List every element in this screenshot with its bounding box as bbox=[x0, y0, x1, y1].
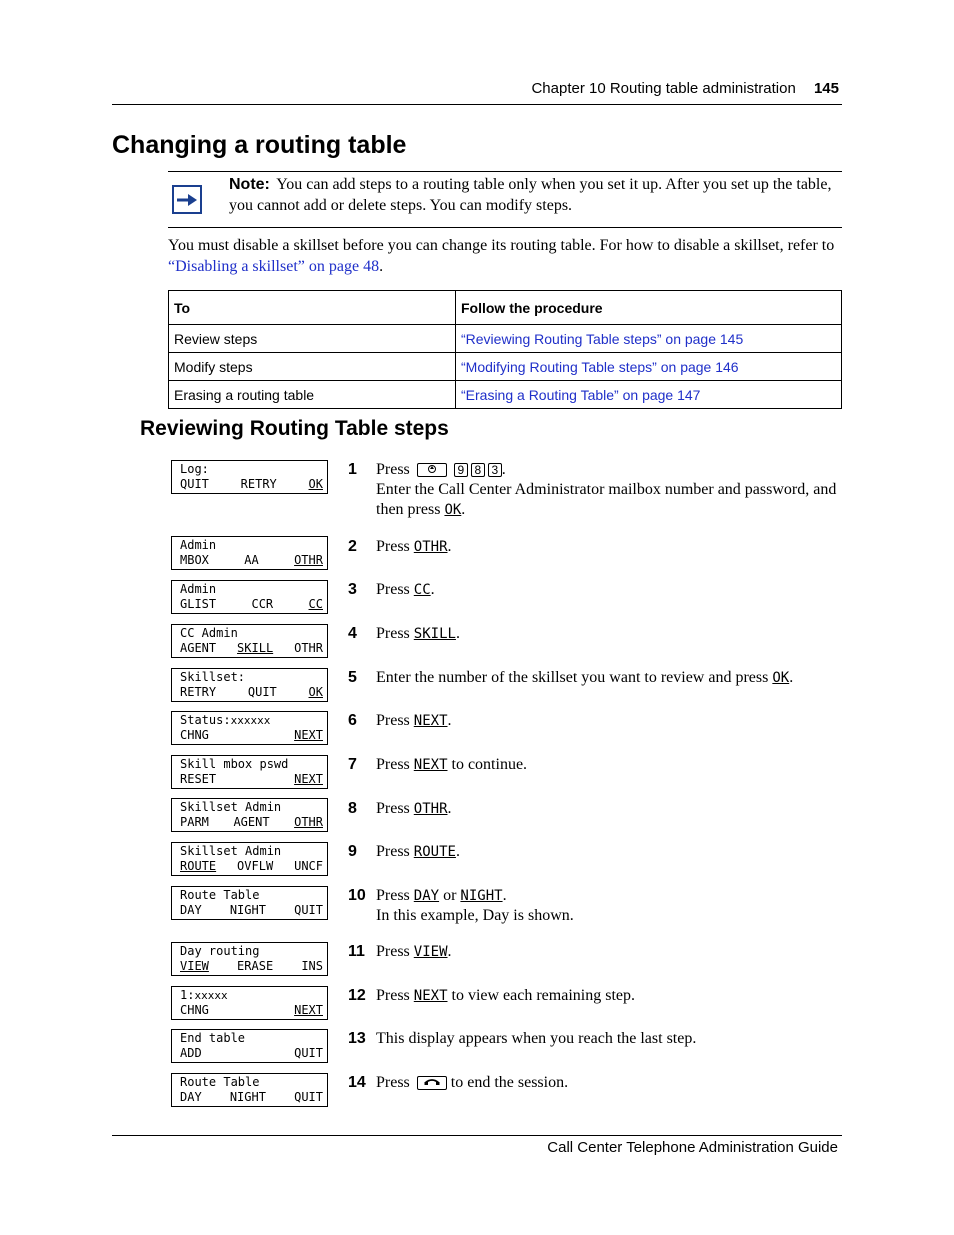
subsection-title: Reviewing Routing Table steps bbox=[140, 417, 449, 440]
step-number: 13 bbox=[348, 1030, 366, 1047]
softkey-label: AA bbox=[244, 553, 259, 567]
softkey-label: UNCF bbox=[294, 859, 323, 873]
softkey-ok: OK bbox=[772, 670, 790, 686]
step-3 bbox=[348, 580, 838, 600]
display-route-table-end bbox=[171, 1073, 328, 1107]
note bbox=[229, 174, 839, 216]
table-cell-to: Erasing a routing table bbox=[169, 381, 456, 409]
softkey-label: CC bbox=[308, 597, 323, 611]
step-6 bbox=[348, 711, 838, 731]
display-log bbox=[171, 460, 328, 494]
step-text: Press bbox=[376, 625, 410, 642]
display-line1: 1: bbox=[180, 988, 195, 1002]
table-header-to: To bbox=[169, 291, 456, 325]
softkey-next: NEXT bbox=[413, 757, 448, 773]
display-line1: CC Admin bbox=[180, 626, 238, 640]
note-top-rule bbox=[168, 171, 842, 172]
display-cc-admin bbox=[171, 624, 328, 658]
step-7 bbox=[348, 755, 838, 775]
softkey-label: VIEW bbox=[180, 959, 209, 973]
softkey-next: NEXT bbox=[413, 988, 448, 1004]
softkey-ok: OK bbox=[444, 502, 462, 518]
softkey-label: QUIT bbox=[294, 1046, 323, 1060]
table-cell-to: Review steps bbox=[169, 325, 456, 353]
display-line1: Log: bbox=[180, 462, 209, 476]
step-number: 14 bbox=[348, 1074, 366, 1091]
display-line1: Skill mbox pswd bbox=[180, 757, 289, 771]
display-skillset-admin-parm bbox=[171, 798, 328, 832]
display-line1: Skillset Admin bbox=[180, 844, 282, 858]
step-text: . bbox=[447, 712, 452, 729]
softkey-cc: CC bbox=[413, 582, 431, 598]
softkey-label: NIGHT bbox=[229, 903, 266, 917]
table-row bbox=[169, 381, 842, 409]
arrow-right-icon bbox=[172, 185, 202, 214]
softkey-label: SKILL bbox=[237, 641, 274, 655]
step-number: 1 bbox=[348, 461, 357, 478]
display-admin-glist bbox=[171, 580, 328, 614]
step-number: 4 bbox=[348, 625, 357, 642]
softkey-route: ROUTE bbox=[413, 844, 456, 860]
step-number: 5 bbox=[348, 669, 357, 686]
step-text: to view each remaining step. bbox=[451, 987, 635, 1004]
softkey-label: OVFLW bbox=[237, 859, 274, 873]
intro-paragraph bbox=[168, 235, 838, 277]
step-5 bbox=[348, 668, 838, 688]
step-text: Press bbox=[376, 538, 410, 555]
step-number: 2 bbox=[348, 538, 357, 555]
step-13 bbox=[348, 1029, 838, 1049]
softkey-label: CCR bbox=[251, 597, 274, 611]
display-admin-mbox bbox=[171, 536, 328, 570]
softkey-label: OK bbox=[308, 685, 323, 699]
softkey-label: ROUTE bbox=[180, 859, 217, 873]
softkey-label: GLIST bbox=[180, 597, 217, 611]
step-text: . bbox=[455, 625, 460, 642]
softkey-othr: OTHR bbox=[413, 539, 448, 555]
softkey-label: ADD bbox=[180, 1046, 202, 1060]
display-line1: Skillset Admin bbox=[180, 800, 282, 814]
display-day-routing bbox=[171, 942, 328, 976]
display-line1: Skillset: bbox=[180, 670, 246, 684]
note-label: Note: bbox=[229, 176, 270, 193]
step-text: . bbox=[447, 943, 452, 960]
softkey-label: ERASE bbox=[237, 959, 274, 973]
display-skillset-admin-route bbox=[171, 842, 328, 876]
display-status bbox=[171, 711, 328, 745]
softkey-label: DAY bbox=[180, 1090, 202, 1104]
softkey-label: INS bbox=[301, 959, 323, 973]
softkey-label: AGENT bbox=[233, 815, 270, 829]
softkey-view: VIEW bbox=[413, 944, 448, 960]
table-row bbox=[169, 353, 842, 381]
softkey-label: QUIT bbox=[294, 903, 323, 917]
display-end-table bbox=[171, 1029, 328, 1063]
display-line1: End table bbox=[180, 1031, 246, 1045]
step-11 bbox=[348, 942, 838, 962]
step-number: 7 bbox=[348, 756, 357, 773]
step-text: Press bbox=[376, 581, 410, 598]
softkey-label: NIGHT bbox=[229, 1090, 266, 1104]
page-number: 145 bbox=[813, 80, 839, 97]
softkey-label: QUIT bbox=[294, 1090, 323, 1104]
step-text: to continue. bbox=[451, 756, 528, 773]
step-text: or bbox=[443, 887, 457, 904]
table-header-row bbox=[169, 291, 842, 325]
step-text: Press bbox=[376, 843, 410, 860]
softkey-label: OTHR bbox=[294, 553, 323, 567]
step-1 bbox=[348, 460, 838, 520]
running-header bbox=[531, 80, 839, 97]
step-text: Press bbox=[376, 461, 410, 478]
display-line1-value: xxxxxx bbox=[230, 714, 271, 727]
step-number: 11 bbox=[348, 943, 365, 960]
step-text: Press bbox=[376, 987, 410, 1004]
table-cell-procedure-link[interactable]: “Modifying Routing Table steps” on page 146 bbox=[456, 353, 842, 381]
step-number: 3 bbox=[348, 581, 357, 598]
step-14 bbox=[348, 1073, 838, 1093]
step-number: 12 bbox=[348, 987, 366, 1004]
step-text: . bbox=[501, 461, 506, 478]
step-text: . bbox=[502, 887, 507, 904]
intro-end: . bbox=[379, 258, 384, 275]
step-text: . bbox=[461, 501, 466, 518]
step-text: Press bbox=[376, 1074, 410, 1091]
procedure-table bbox=[168, 290, 842, 409]
softkey-next: NEXT bbox=[413, 713, 448, 729]
display-skill-mbox-pswd bbox=[171, 755, 328, 789]
note-text: You can add steps to a routing table only when you set it up. After you set up the table, you cannot add or delete steps. You can modify steps. bbox=[229, 176, 832, 214]
softkey-night: NIGHT bbox=[460, 888, 503, 904]
dial-key-3: 3 bbox=[488, 463, 502, 477]
step-10 bbox=[348, 886, 838, 926]
softkey-label: OTHR bbox=[294, 815, 323, 829]
step-number: 10 bbox=[348, 887, 366, 904]
display-line1-value: xxxxx bbox=[194, 989, 228, 1002]
step-8 bbox=[348, 799, 838, 819]
step-text: Press bbox=[376, 887, 410, 904]
disabling-skillset-link[interactable]: “Disabling a skillset” on page 48 bbox=[168, 258, 380, 275]
step-text: Press bbox=[376, 943, 410, 960]
softkey-label: NEXT bbox=[294, 772, 323, 786]
softkey-skill: SKILL bbox=[413, 626, 456, 642]
table-row bbox=[169, 325, 842, 353]
table-cell-procedure-link[interactable]: “Reviewing Routing Table steps” on page 145 bbox=[456, 325, 842, 353]
softkey-label: RESET bbox=[180, 772, 217, 786]
dial-key-8: 8 bbox=[471, 463, 485, 477]
release-key-icon bbox=[417, 1076, 447, 1090]
display-skillset bbox=[171, 668, 328, 702]
softkey-label: QUIT bbox=[247, 685, 277, 699]
step-text: . bbox=[455, 843, 460, 860]
softkey-label: AGENT bbox=[180, 641, 217, 655]
step-number: 9 bbox=[348, 843, 357, 860]
softkey-label: OK bbox=[308, 477, 323, 491]
softkey-othr: OTHR bbox=[413, 801, 448, 817]
display-line1: Route Table bbox=[180, 1075, 260, 1089]
display-line1: Admin bbox=[180, 538, 217, 552]
step-text: In this example, Day is shown. bbox=[376, 907, 574, 924]
chapter-title: Chapter 10 Routing table administration bbox=[531, 80, 796, 97]
softkey-label: QUIT bbox=[180, 477, 209, 491]
softkey-label: RETRY bbox=[180, 685, 217, 699]
table-header-procedure: Follow the procedure bbox=[456, 291, 842, 325]
display-step-1 bbox=[171, 986, 328, 1020]
intro-text: You must disable a skillset before you can change its routing table. For how to disable a skillset, refer to bbox=[168, 237, 835, 254]
step-text: to end the session. bbox=[450, 1074, 569, 1091]
softkey-label: CHNG bbox=[180, 728, 209, 742]
note-bottom-rule bbox=[168, 227, 842, 228]
step-9 bbox=[348, 842, 838, 862]
step-text: Enter the number of the skillset you want to review and press bbox=[376, 669, 769, 686]
step-text: Press bbox=[376, 800, 410, 817]
softkey-label: NEXT bbox=[294, 728, 323, 742]
step-text: This display appears when you reach the last step. bbox=[376, 1030, 697, 1047]
display-line1: Route Table bbox=[180, 888, 260, 902]
display-route-table bbox=[171, 886, 328, 920]
softkey-label: OTHR bbox=[294, 641, 323, 655]
step-text: . bbox=[447, 800, 452, 817]
step-text: Press bbox=[376, 712, 410, 729]
display-line1: Status: bbox=[180, 713, 231, 727]
display-line1: Admin bbox=[180, 582, 217, 596]
header-rule bbox=[112, 104, 842, 105]
step-text: Enter the Call Center Administrator mailbox number and password, and then press bbox=[376, 481, 837, 518]
softkey-label: PARM bbox=[180, 815, 209, 829]
step-text: . bbox=[430, 581, 435, 598]
step-text: Press bbox=[376, 756, 410, 773]
step-number: 8 bbox=[348, 800, 357, 817]
step-text: . bbox=[447, 538, 452, 555]
step-number: 6 bbox=[348, 712, 357, 729]
step-12 bbox=[348, 986, 838, 1006]
softkey-label: MBOX bbox=[180, 553, 209, 567]
softkey-label: NEXT bbox=[294, 1003, 323, 1017]
step-4 bbox=[348, 624, 838, 644]
step-text: . bbox=[789, 669, 794, 686]
table-cell-procedure-link[interactable]: “Erasing a Routing Table” on page 147 bbox=[456, 381, 842, 409]
section-title: Changing a routing table bbox=[112, 131, 407, 159]
footer-title: Call Center Telephone Administration Guide bbox=[547, 1139, 838, 1156]
softkey-day: DAY bbox=[413, 888, 440, 904]
softkey-label: DAY bbox=[180, 903, 202, 917]
dial-key-9: 9 bbox=[454, 463, 468, 477]
table-cell-to: Modify steps bbox=[169, 353, 456, 381]
feature-key-icon bbox=[417, 463, 447, 477]
step-2 bbox=[348, 537, 838, 557]
softkey-label: CHNG bbox=[180, 1003, 209, 1017]
display-line1: Day routing bbox=[180, 944, 260, 958]
softkey-label: RETRY bbox=[240, 477, 277, 491]
footer-rule bbox=[112, 1135, 842, 1136]
